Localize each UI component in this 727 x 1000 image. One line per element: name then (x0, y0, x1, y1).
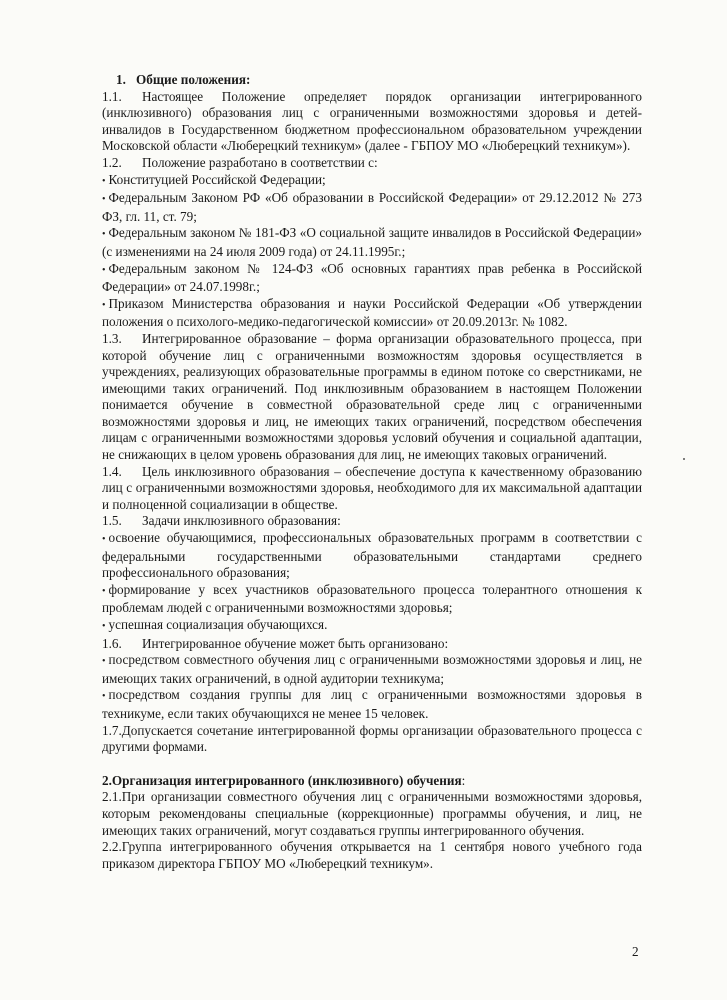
section-1-number: 1. (116, 72, 126, 87)
item-number: 1.6. (102, 635, 122, 651)
bullet-item (102, 687, 642, 722)
paragraph-text: Задачи инклюзивного образования: (142, 513, 341, 529)
bullet-item (102, 530, 642, 582)
paragraph-1-1 (102, 89, 642, 155)
paragraph-1-7: 1.7.Допускается сочетание интегрированной формы организации образовательного процесса с другими формами. (102, 722, 642, 755)
bullet-icon: • (102, 621, 106, 632)
paragraph-2-2: 2.2.Группа интегрированного обучения открывается на 1 сентября нового учебного года приказом директора ГБПОУ МО «Люберецкий техникум». (102, 839, 642, 871)
bullet-text: Федеральным законом № 181-ФЗ «О социальной защите инвалидов в Российской Федерации» (с изменениями на 24 июля 2009 года) от 24.11.1995г.; (102, 225, 642, 259)
paragraph-text: Цель инклюзивного образования – обеспечение доступа к качественному образованию лиц с ограниченными возможностями здоровья, необходимого для их максимальной адаптации и полноценной социализации в обществе. (102, 463, 642, 512)
bullet-item (102, 225, 642, 260)
bullet-text: посредством создания группы для лиц с ограниченными возможностями здоровья в техникуме, если таких обучающихся не менее 15 человек. (102, 687, 642, 721)
paragraph-text: Положение разработано в соответствии с: (142, 154, 378, 170)
bullet-icon: • (102, 585, 106, 597)
section-2-title: 2.Организация интегрированного (инклюзивного) обучения (102, 772, 462, 788)
bullet-icon: • (102, 229, 106, 241)
paragraph-2-1: 2.1.При организации совместного обучения лиц с ограниченными возможностями здоровья, которым рекомендованы специальные (коррекционные) программы обучения, и лиц, не имеющих таких ограничений, могут создаваться группы интегрированного обучения. (102, 789, 642, 838)
paragraph-text: Интегрированное обучение может быть организовано: (142, 635, 449, 651)
paragraph-1-3 (102, 331, 642, 464)
paragraph-1-6 (102, 636, 642, 653)
paragraph-text: Интегрированное образование – форма организации образовательного процесса, при которой обучение лиц с ограниченными возможностям здоровья осуществляется в учреждениях, реализующих образовательные программы в едином потоке со сверстниками, не имеющими таких ограничений. Под инклюзивным образованием в настоящем Положении понимается обучение в совместной образовательной среде лиц с ограниченными возможностями здоровья и лиц, не имеющих таких ограничений, посредством обеспечения лицам с ограниченными возможностями здоровья условий обучения и социальной адаптации, не снижающих в целом уровень образования для лиц, не имеющих таковых ограничений. (102, 330, 642, 463)
item-number: 1.1. (102, 88, 122, 104)
bullet-item (102, 582, 642, 617)
bullet-icon: • (102, 656, 106, 668)
bullet-text: Федеральным Законом РФ «Об образовании в Российской Федерации» от 29.12.2012 № 273 ФЗ, гл. 11, ст. 79; (102, 190, 642, 224)
bullet-icon: • (102, 534, 106, 546)
bullet-item (102, 172, 642, 191)
section-1-heading (102, 72, 642, 89)
paragraph-1-2 (102, 155, 642, 172)
bullet-icon: • (102, 299, 106, 311)
scan-speck (683, 458, 685, 460)
section-spacer (102, 756, 642, 773)
bullet-text: формирование у всех участников образовательного процесса толерантного отношения к проблемам людей с ограниченными возможностями здоровья; (102, 581, 642, 616)
item-number: 1.4. (102, 463, 122, 479)
paragraph-1-5 (102, 513, 642, 530)
section-1-title: Общие положения: (136, 72, 251, 87)
item-number: 1.2. (102, 154, 122, 170)
bullet-item (102, 296, 642, 331)
paragraph-1-4 (102, 464, 642, 514)
page-number: 2 (632, 944, 639, 959)
bullet-text: Федеральным законом № 124-ФЗ «Об основных гарантиях прав ребенка в Российской Федерации» от 24.07.1998г.; (102, 260, 642, 295)
bullet-text: освоение обучающимися, профессиональных образовательных программ в соответствии с федеральными государственными образовательными стандартами среднего профессионального образования; (102, 530, 642, 581)
bullet-item (102, 190, 642, 225)
bullet-text: Приказом Министерства образования и науки Российской Федерации «Об утверждении положения о психолого-медико-педагогической комиссии» от 20.09.2013г. № 1082. (102, 295, 642, 330)
bullet-item (102, 617, 642, 636)
item-number: 1.5. (102, 513, 122, 529)
item-number: 1.3. (102, 330, 122, 346)
document-body (102, 72, 642, 872)
bullet-text: Конституцией Российской Федерации; (108, 171, 326, 187)
bullet-text: успешная социализация обучающихся. (108, 617, 328, 632)
bullet-icon: • (102, 264, 106, 276)
bullet-icon: • (102, 175, 106, 187)
paragraph-text: Настоящее Положение определяет порядок организации интегрированного (инклюзивного) образования лиц с ограниченными возможностями здоровья и детей-инвалидов в Государственном бюджетном профессиональном образовательном учреждении Московской области «Люберецкий техникум» (далее - ГБПОУ МО «Люберецкий техникум»). (102, 88, 642, 154)
section-2-heading (102, 773, 642, 790)
bullet-icon: • (102, 194, 106, 206)
bullet-item (102, 261, 642, 296)
bullet-text: посредством совместного обучения лиц с ограниченными возможностями здоровья и лиц, не имеющих таких ограничений, в одной аудитории техникума; (102, 652, 642, 686)
bullet-item (102, 652, 642, 687)
bullet-icon: • (102, 691, 106, 703)
section-2-colon: : (461, 772, 466, 788)
